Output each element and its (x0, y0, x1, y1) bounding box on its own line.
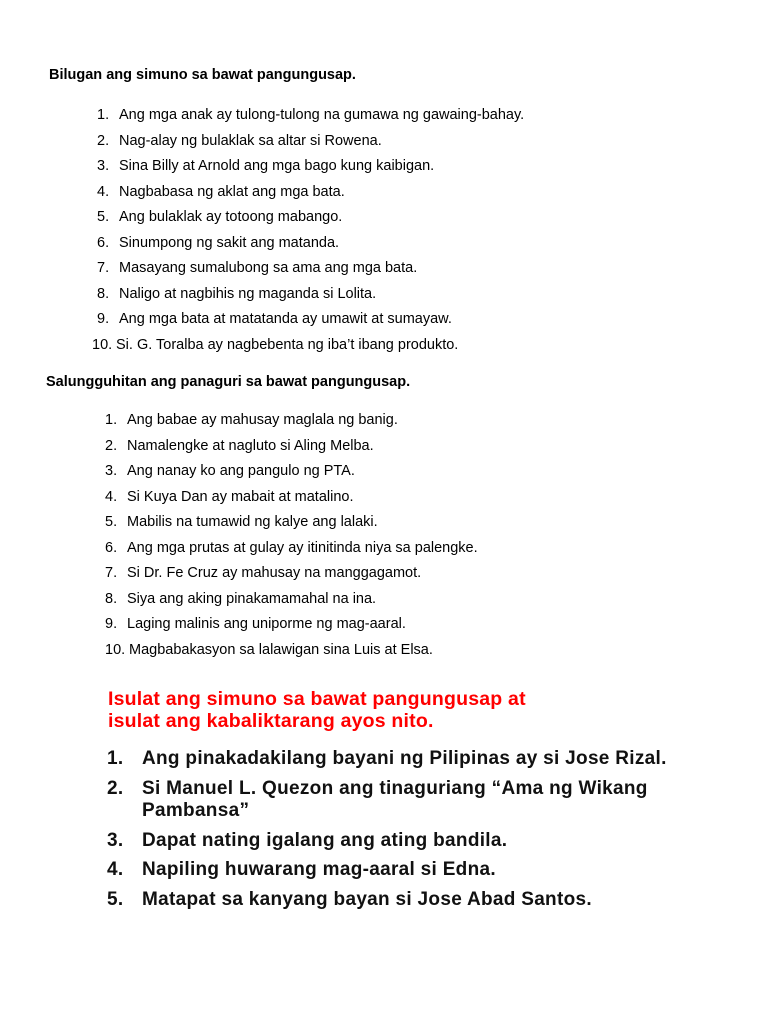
list-item (97, 284, 376, 304)
item-text: Naligo at nagbihis ng maganda si Lolita. (119, 285, 377, 302)
list-item (107, 889, 687, 912)
item-number: 7. (105, 565, 118, 581)
list-item (97, 207, 342, 227)
item-number: 3. (105, 463, 118, 479)
list-item (105, 589, 376, 609)
item-text: Matapat sa kanyang bayan si Jose Abad Santos. (142, 888, 592, 910)
item-number: 2. (97, 132, 110, 149)
item-text: Masayang sumalubong sa ama ang mga bata. (119, 260, 418, 276)
item-number: 2. (107, 777, 124, 799)
list-item (97, 156, 434, 176)
list-item (97, 105, 524, 125)
list-item (105, 487, 353, 507)
item-text: Ang mga anak ay tulong-tulong na gumawa ng gawaing-bahay. (119, 107, 525, 123)
list-item (107, 830, 687, 853)
section3-heading-line1: Isulat ang simuno sa bawat pangungusap at (108, 688, 526, 710)
item-number: 3. (107, 829, 124, 851)
item-number: 9. (97, 311, 110, 327)
item-number: 4. (107, 859, 124, 880)
item-number: 10. (105, 641, 126, 658)
item-text: Mabilis na tumawid ng kalye ang lalaki. (127, 514, 378, 530)
list-item (105, 512, 378, 532)
item-text: Ang pinakadakilang bayani ng Pilipinas ay si Jose Rizal. (142, 748, 667, 769)
list-item (107, 778, 687, 823)
item-number: 10. (92, 336, 113, 353)
list-item (92, 335, 458, 355)
section3-heading-line2: isulat ang kabaliktarang ayos nito. (108, 710, 434, 732)
item-text: Siya ang aking pinakamamahal na ina. (127, 590, 377, 607)
section2-heading: Salungguhitan ang panaguri sa bawat pangungusap. (46, 374, 411, 390)
item-text: Sinumpong ng sakit ang matanda. (119, 234, 340, 251)
section3-list (107, 748, 687, 918)
list-item (97, 309, 452, 329)
list-item (97, 131, 382, 151)
item-number: 6. (97, 234, 110, 251)
item-number: 1. (97, 107, 110, 123)
section3-heading (108, 688, 688, 732)
section1-heading: Bilugan ang simuno sa bawat pangungusap. (49, 67, 356, 83)
list-item (107, 859, 687, 882)
item-text: Si Dr. Fe Cruz ay mahusay na manggagamot. (127, 565, 422, 581)
item-text: Ang mga prutas at gulay ay itinitinda niya sa palengke. (127, 539, 478, 556)
list-item (97, 182, 345, 202)
item-number: 7. (97, 260, 110, 276)
item-text: Magbabakasyon sa lalawigan sina Luis at Elsa. (129, 641, 433, 658)
item-text: Nag-alay ng bulaklak sa altar si Rowena. (119, 132, 382, 149)
item-text: Nagbabasa ng aklat ang mga bata. (119, 183, 345, 200)
list-item (105, 538, 478, 558)
item-text: Ang mga bata at matatanda ay umawit at sumayaw. (119, 311, 452, 327)
item-number: 8. (105, 590, 118, 607)
list-item (97, 258, 417, 278)
item-number: 4. (105, 488, 118, 505)
item-text: Dapat nating igalang ang ating bandila. (142, 829, 508, 851)
item-text: Namalengke at nagluto si Aling Melba. (127, 437, 374, 454)
list-item (97, 233, 339, 253)
item-number: 9. (105, 616, 118, 632)
item-number: 1. (105, 412, 118, 428)
list-item (105, 436, 374, 456)
item-number: 4. (97, 183, 110, 200)
item-number: 6. (105, 539, 118, 556)
item-text: Ang babae ay mahusay maglala ng banig. (127, 412, 398, 428)
item-text: Laging malinis ang uniporme ng mag-aaral. (127, 616, 406, 632)
item-number: 5. (97, 209, 110, 225)
list-item (107, 748, 687, 771)
list-item (105, 614, 406, 634)
item-text: Ang bulaklak ay totoong mabango. (119, 209, 343, 225)
item-number: 8. (97, 285, 110, 302)
item-text: Si Manuel L. Quezon ang tinaguriang “Ama ng Wikang Pambansa” (142, 777, 648, 821)
item-text: Si. G. Toralba ay nagbebenta ng iba’t ibang produkto. (116, 336, 459, 353)
item-text: Sina Billy at Arnold ang mga bago kung kaibigan. (119, 158, 435, 174)
item-number: 1. (107, 748, 124, 769)
item-text: Napiling huwarang mag-aaral si Edna. (142, 859, 496, 880)
item-text: Si Kuya Dan ay mabait at matalino. (127, 488, 354, 505)
item-number: 5. (105, 514, 118, 530)
item-text: Ang nanay ko ang pangulo ng PTA. (127, 463, 355, 479)
item-number: 5. (107, 888, 124, 910)
list-item (105, 563, 421, 583)
item-number: 2. (105, 437, 118, 454)
list-item (105, 410, 398, 430)
item-number: 3. (97, 158, 110, 174)
list-item (105, 461, 355, 481)
list-item (105, 640, 433, 660)
